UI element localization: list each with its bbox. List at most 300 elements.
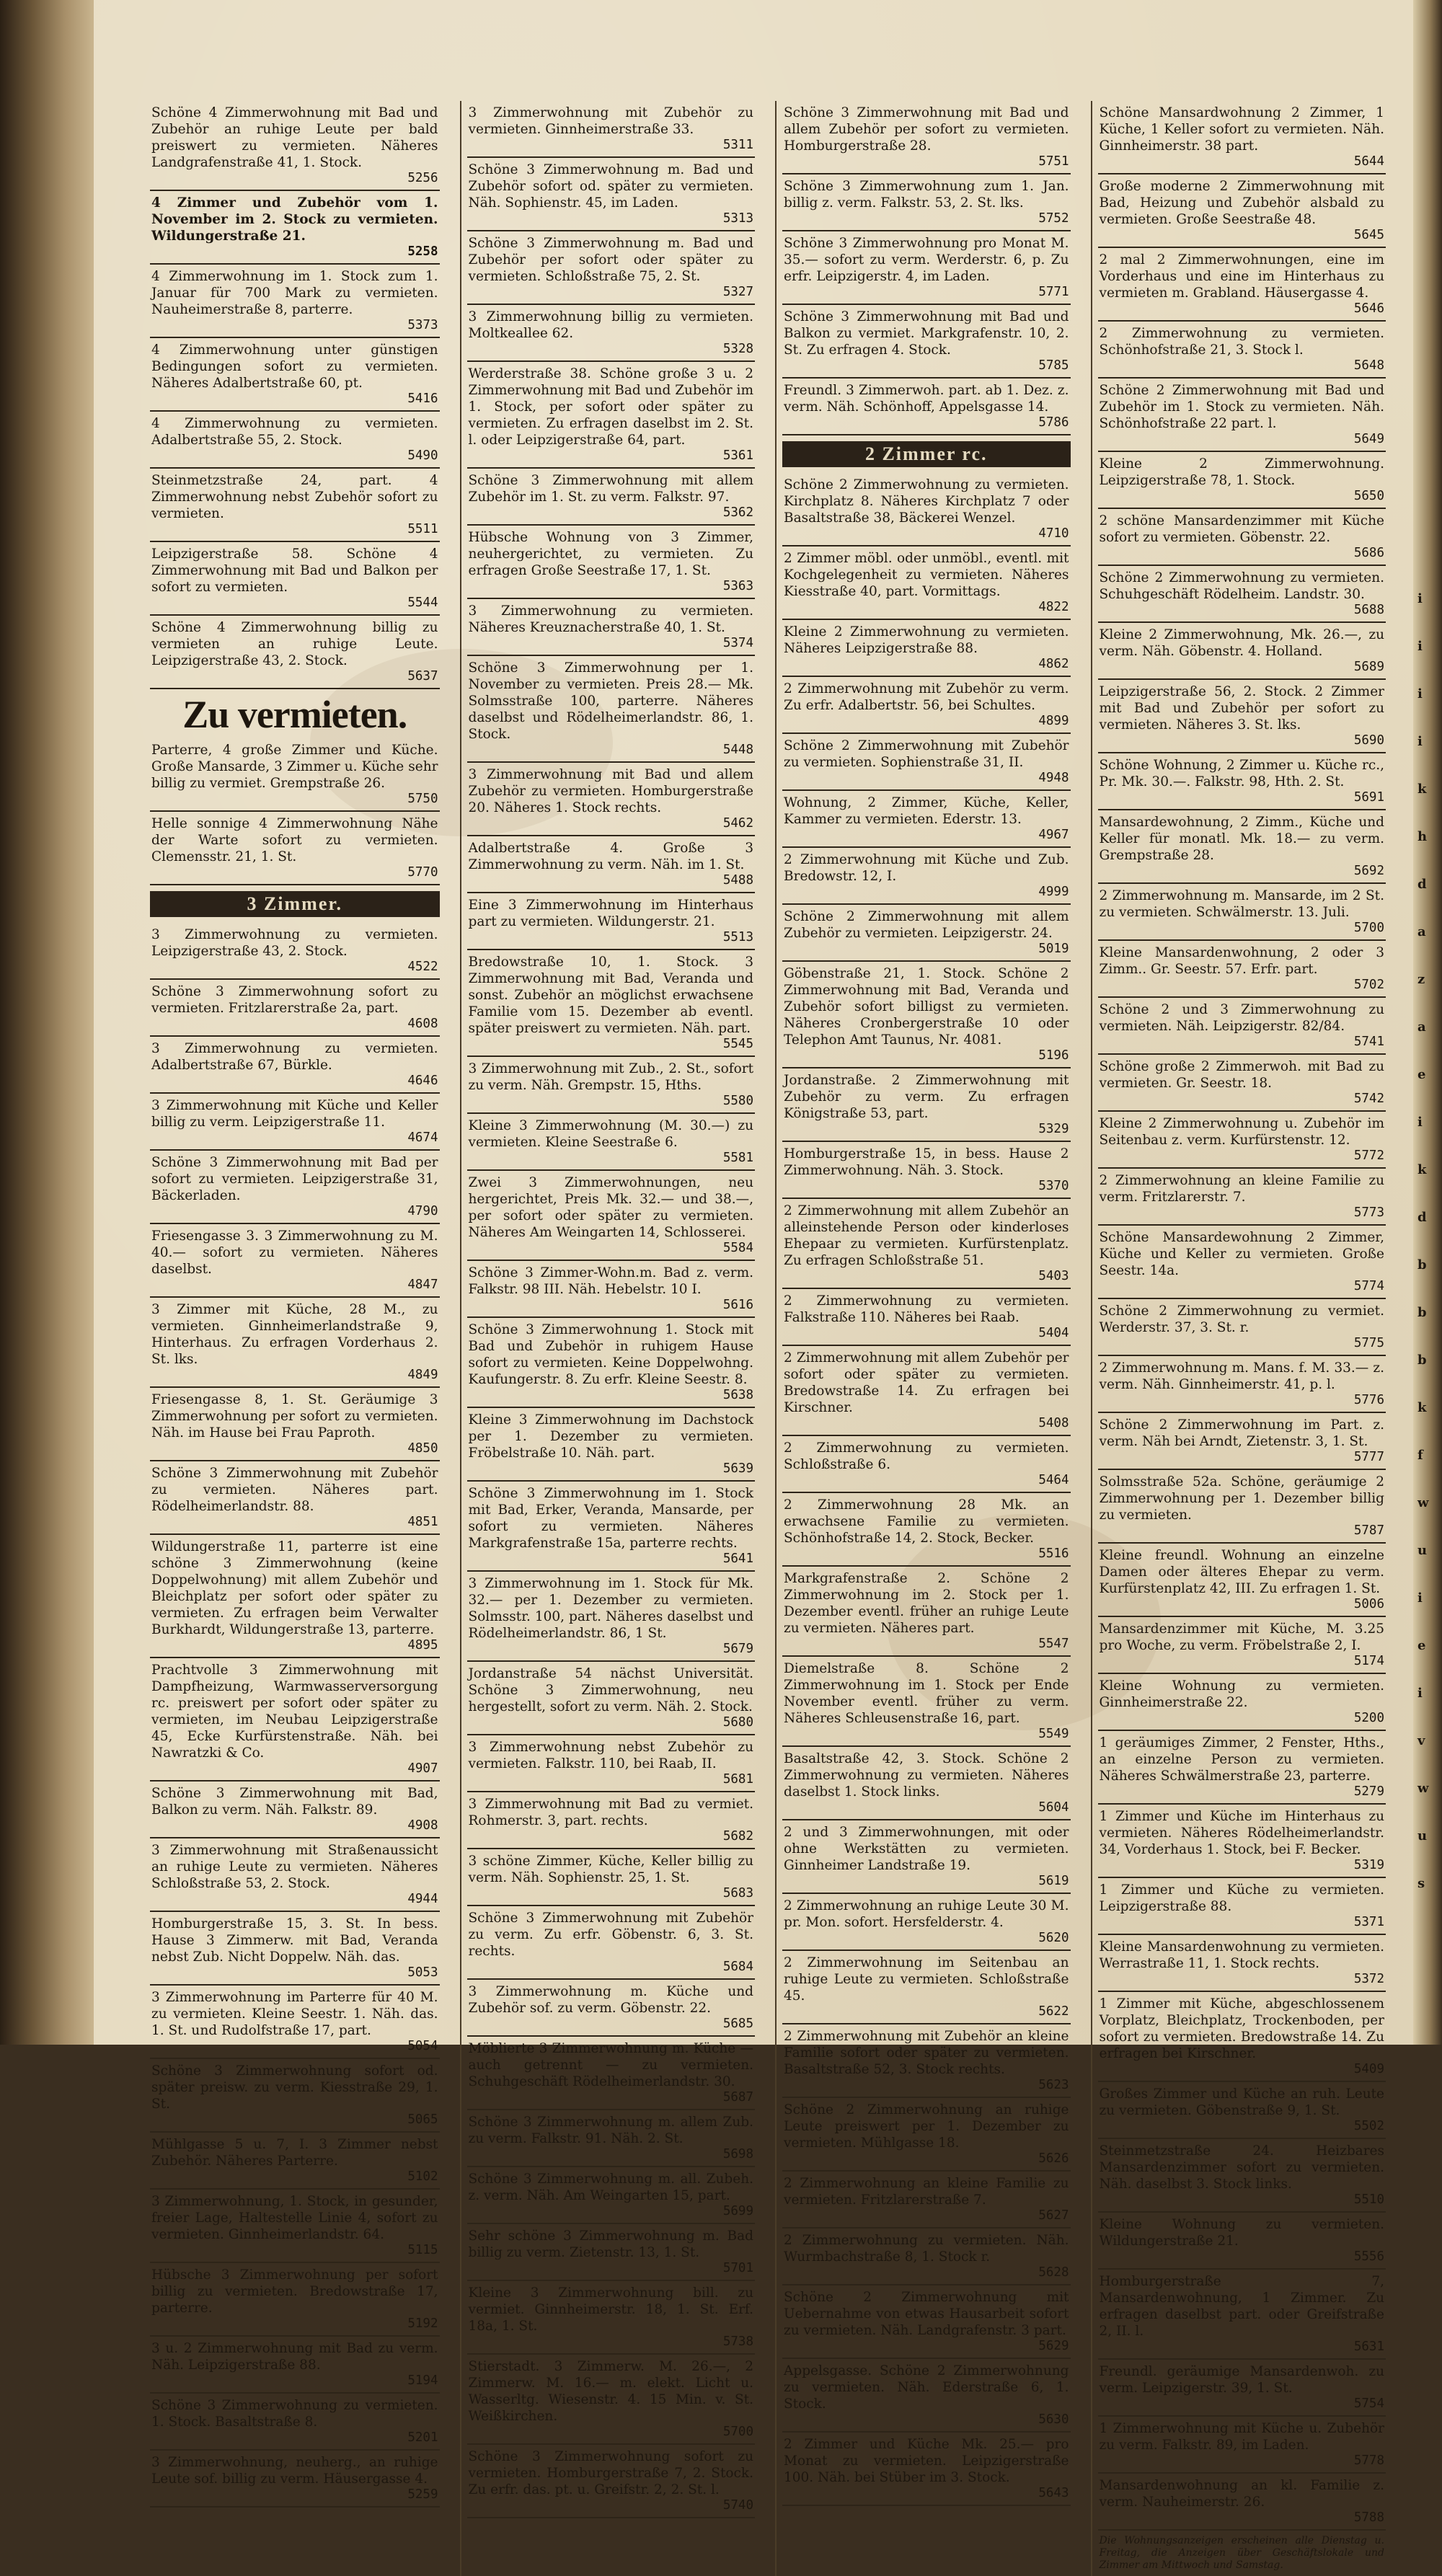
classified-ad (1098, 623, 1386, 680)
classified-ad (150, 2337, 440, 2394)
classified-ad (150, 2133, 440, 2190)
classified-ad (467, 1114, 756, 1171)
ad-text: Schöne 3 Zimmer-Wohn.m. Bad z. verm. Falkstr. 98 III. Näh. Hebelstr. 10 I. (468, 1265, 753, 1297)
ad-text: Homburgerstraße 15, in bess. Hause 2 Zimmerwohnung. Näh. 3. Stock. (784, 1146, 1069, 1178)
ad-number: 5006 (1353, 1597, 1384, 1611)
ad-text: Wildungerstraße 11, parterre ist eine schöne 3 Zimmerwohnung (keine Doppelwohnung) mit allem Zubehör und Bleichplatz per sofort oder später zu vermieten. Zu erfragen beim Verwalter Burkhardt, Wildungerstraße 13, parterre. (151, 1539, 438, 1637)
ad-number: 4999 (1038, 885, 1069, 899)
ad-number: 5638 (722, 1388, 753, 1402)
ad-number: 5616 (722, 1298, 753, 1312)
ad-number: 5019 (1038, 942, 1069, 956)
ad-text: Bredowstraße 10, 1. Stock. 3 Zimmerwohnung mit Bad, Veranda und sonst. Zubehör an möglichst erwachsene Familie vom 15. Dezember ab eventl. später preiswert zu vermieten. Näh. part. (468, 955, 753, 1036)
ad-number: 5502 (1353, 2119, 1384, 2133)
ad-number: 5770 (407, 865, 438, 880)
classified-ad (1098, 941, 1386, 998)
ad-number: 5774 (1353, 1279, 1384, 1293)
classified-ad (467, 1482, 756, 1572)
ad-text: Kleine Wohnung zu vermieten. Wildungerstraße 21. (1099, 2217, 1384, 2249)
classified-ad (150, 1838, 440, 1912)
ad-number: 5408 (1038, 1416, 1069, 1430)
classified-ad (467, 1408, 756, 1482)
ad-text: Schöne 3 Zimmerwohnung im 1. Stock mit Bad, Erker, Veranda, Mansarde, per sofort zu vermieten. Näheres Markgrafenstraße 15a, parterre rechts. (468, 1486, 753, 1551)
ad-text: Schöne 2 Zimmerwohnung im Part. z. verm. Näh bei Arndt, Zietenstr. 3, 1. St. (1099, 1417, 1384, 1449)
ad-number: 5775 (1353, 1336, 1384, 1350)
ad-number: 5772 (1353, 1148, 1384, 1163)
ad-number: 4822 (1038, 600, 1069, 614)
ad-number: 5403 (1038, 1269, 1069, 1283)
ad-number: 5192 (407, 2316, 438, 2331)
classified-ad (150, 265, 440, 338)
classified-ad (782, 962, 1071, 1068)
ad-number: 4944 (407, 1892, 438, 1906)
ad-text: 3 Zimmerwohnung mit Bad zu vermiet. Rohmerstr. 3, part. rechts. (468, 1797, 753, 1828)
ad-text: Großes Zimmer und Küche an ruh. Leute zu vermieten. Göbenstraße 9, 1. St. (1099, 2086, 1384, 2118)
ad-text: 2 schöne Mansardenzimmer mit Küche sofort zu vermieten. Göbenstr. 22. (1099, 513, 1384, 545)
classified-ad (467, 231, 756, 305)
ad-text: Schöne 2 Zimmerwohnung zu vermieten. Kirchplatz 8. Näheres Kirchplatz 7 oder Basaltstraße 38, Bäckerei Wenzel. (784, 477, 1069, 526)
ad-number: 5698 (722, 2147, 753, 2161)
fragment-glyph: k (1417, 1400, 1427, 1415)
ad-text: Schöne 3 Zimmerwohnung zum 1. Jan. billig z. verm. Falkstr. 53, 2. St. lks. (784, 179, 1069, 211)
ad-text: Adalbertstraße 4. Große 3 Zimmerwohnung zu verm. Näh. im 1. St. (468, 841, 753, 872)
classified-ad (782, 1436, 1071, 1493)
ad-number: 4895 (407, 1638, 438, 1652)
classified-ad (1098, 1470, 1386, 1544)
ad-number: 5416 (407, 391, 438, 406)
classified-ad (150, 1781, 440, 1838)
ad-text: 1 geräumiges Zimmer, 2 Fenster, Hths., an einzelne Person zu vermieten. Näheres Schwälmerstraße 23, parterre. (1099, 1735, 1384, 1784)
ad-number: 5786 (1038, 415, 1069, 430)
ad-number: 5545 (722, 1037, 753, 1051)
classified-ad (782, 1493, 1071, 1567)
classified-ad (150, 412, 440, 469)
ad-number: 5700 (722, 2425, 753, 2439)
fragment-glyph: a (1417, 1019, 1426, 1035)
ad-number: 5788 (1353, 2510, 1384, 2525)
ad-number: 4908 (407, 1818, 438, 1833)
ad-number: 5584 (722, 1241, 753, 1255)
ad-text: 4 Zimmerwohnung zu vermieten. Adalbertstraße 55, 2. Stock. (151, 416, 438, 448)
ad-text: Homburgerstraße 7, Mansardenwohnung, 1 Zimmer. Zu erfragen daselbst part. oder Greifstraße 2, II. l. (1099, 2274, 1384, 2339)
ad-text: Schöne 2 und 3 Zimmerwohnung zu vermieten. Näh. Leipzigerstr. 82/84. (1099, 1002, 1384, 1034)
classified-ad (467, 893, 756, 950)
ad-number: 5752 (1038, 211, 1069, 226)
ad-text: Schöne Mansardwohnung 2 Zimmer, 1 Küche, 1 Keller sofort zu vermieten. Näh. Ginnheimerstr. 38 part. (1099, 105, 1384, 154)
ad-number: 5329 (1038, 1122, 1069, 1136)
ad-number: 4646 (407, 1074, 438, 1088)
ad-text: 3 Zimmerwohnung mit Küche und Keller billig zu verm. Leipzigerstraße 11. (151, 1098, 438, 1130)
classified-ad (467, 2167, 756, 2224)
classified-ad (150, 1388, 440, 1461)
ad-text: Mansardenzimmer mit Küche, M. 3.25 pro Woche, zu verm. Fröbelstraße 2, I. (1099, 1621, 1384, 1653)
classified-ad (1098, 810, 1386, 884)
classified-ad (782, 1346, 1071, 1436)
ad-number: 5373 (407, 318, 438, 332)
classified-ad (1098, 379, 1386, 452)
ad-text: Schöne 2 Zimmerwohnung mit Zubehör zu vermieten. Sophienstraße 31, II. (784, 738, 1069, 770)
ad-text: Hübsche Wohnung von 3 Zimmer, neuhergerichtet, zu vermieten. Zu erfragen Große Seestraße 17, 1. St. (468, 530, 753, 578)
ad-text: Prachtvolle 3 Zimmerwohnung mit Dampfheizung, Warmwasserversorgung rc. preiswert per sofort oder später zu vermieten, im Neubau Leipzigerstraße 45, Ecke Kurfürstenstraße. Näh. bei Nawratzki & Co. (151, 1663, 438, 1761)
ad-number: 5053 (407, 1965, 438, 1980)
ad-number: 4899 (1038, 714, 1069, 728)
section-heading: Zu vermieten. (182, 693, 407, 736)
ad-text: Kleine 2 Zimmerwohnung u. Zubehör im Seitenbau z. verm. Kurfürstenstr. 12. (1099, 1116, 1384, 1148)
fragment-glyph: a (1417, 924, 1426, 939)
classified-ad (782, 379, 1071, 435)
ad-number: 4907 (407, 1761, 438, 1776)
ad-text: Schöne 2 Zimmerwohnung mit allem Zubehör zu vermieten. Leipzigerstr. 24. (784, 909, 1069, 941)
classified-ad (467, 950, 756, 1057)
ad-number: 4608 (407, 1017, 438, 1031)
ad-number: 5556 (1353, 2249, 1384, 2264)
ad-text: 3 Zimmerwohnung mit Zub., 2. St., sofort zu verm. Näh. Grempstr. 15, Hths. (468, 1061, 753, 1093)
ad-text: Große moderne 2 Zimmerwohnung mit Bad, Heizung und Zubehör alsbald zu vermieten. Große Seestraße 48. (1099, 179, 1384, 227)
ad-number: 5689 (1353, 660, 1384, 674)
classified-ad (467, 763, 756, 836)
ad-text: 1 Zimmerwohnung mit Küche u. Zubehör zu verm. Falkstr. 89, im Laden. (1099, 2421, 1384, 2453)
ad-number: 5742 (1353, 1092, 1384, 1106)
ad-text: 3 Zimmerwohnung zu vermieten. Leipzigerstraße 43, 2. Stock. (151, 927, 438, 959)
ad-text: 2 Zimmerwohnung m. Mans. f. M. 33.— z. verm. Näh. Ginnheimerstr. 41, p. l. (1099, 1360, 1384, 1392)
ad-number: 5701 (722, 2261, 753, 2275)
fragment-glyph: f (1417, 1448, 1423, 1463)
ad-text: 2 Zimmerwohnung mit allem Zubehör per sofort oder später zu vermieten. Bredowstraße 14. Zu erfragen bei Kirschner. (784, 1350, 1069, 1415)
ad-number: 4710 (1038, 526, 1069, 541)
classified-ad (467, 101, 756, 158)
ad-text: 3 Zimmerwohnung im Parterre für 40 M. zu vermieten. Kleine Seestr. 1. Näh. das. 1. St. und Rudolfstraße 17, part. (151, 1990, 438, 2038)
classified-ad (1098, 2360, 1386, 2417)
classified-ad (467, 158, 756, 231)
ad-number: 5372 (1353, 1972, 1384, 1986)
ad-text: Kleine 3 Zimmerwohnung im Dachstock per 1. Dezember zu vermieten. Fröbelstraße 10. Näh. part. (468, 1412, 753, 1461)
fragment-glyph: u (1417, 1828, 1428, 1844)
classified-ad (467, 2037, 756, 2110)
ad-text: Appelsgasse. Schöne 2 Zimmerwohnung zu vermieten. Näh. Ederstraße 6, 1. Stock. (784, 2363, 1069, 2412)
classified-ad (150, 1912, 440, 1986)
classified-ad (1098, 753, 1386, 810)
ad-number: 5200 (1353, 1711, 1384, 1725)
ad-text: Steinmetzstraße 24. Heizbares Mansardenzimmer sofort zu vermieten. Näh. daselbst 3. Stock links. (1099, 2143, 1384, 2192)
classified-ad (1098, 1731, 1386, 1805)
classified-ad (782, 1747, 1071, 1820)
ad-text: 3 Zimmerwohnung m. Küche und Zubehör sof. zu verm. Göbenstr. 22. (468, 1984, 753, 2016)
ad-text: Wohnung, 2 Zimmer, Küche, Keller, Kammer zu vermieten. Ederstr. 13. (784, 795, 1069, 827)
ad-text: 2 Zimmerwohnung mit Zubehör zu verm. Zu erfr. Adalbertstr. 56, bei Schultes. (784, 681, 1069, 713)
ad-text: 4 Zimmer und Zubehör vom 1. November im 2. Stock zu vermieten. Wildungerstraße 21. (151, 195, 438, 244)
ad-number: 5645 (1353, 228, 1384, 242)
ad-number: 4849 (407, 1368, 438, 1382)
ad-number: 5065 (407, 2112, 438, 2127)
classified-ad (467, 2355, 756, 2445)
ad-text: 1 Zimmer und Küche im Hinterhaus zu vermieten. Näheres Rödelheimerlandstr. 34, Vorderhaus 1. Stock, bei F. Becker. (1099, 1809, 1384, 1857)
ad-text: 1 Zimmer und Küche zu vermieten. Leipzigerstraße 88. (1099, 1882, 1384, 1914)
ad-number: 5629 (1038, 2339, 1069, 2353)
ad-number: 5363 (722, 579, 753, 593)
classified-ad (782, 2285, 1071, 2359)
classified-ad (467, 1572, 756, 1662)
classified-ad (150, 1986, 440, 2059)
fragment-glyph: s (1417, 1876, 1425, 1891)
ad-number: 5785 (1038, 358, 1069, 373)
classified-ad (1098, 1935, 1386, 1992)
fragment-glyph: e (1417, 1638, 1426, 1653)
ad-number: 5754 (1353, 2396, 1384, 2411)
ad-text: Sehr schöne 3 Zimmerwohnung m. Bad billig zu verm. Zietenstr. 13, 1. St. (468, 2228, 753, 2260)
ad-number: 5682 (722, 1829, 753, 1844)
ad-text: Leipzigerstraße 58. Schöne 4 Zimmerwohnung mit Bad und Balkon per sofort zu vermieten. (151, 546, 438, 595)
classified-ad (467, 1792, 756, 1849)
ad-text: 2 und 3 Zimmerwohnungen, mit oder ohne Werkstätten zu vermieten. Ginnheimer Landstraße 19. (784, 1825, 1069, 1873)
ad-text: Schöne Mansardewohnung 2 Zimmer, Küche und Keller zu vermieten. Große Seestr. 14a. (1099, 1230, 1384, 1278)
ad-text: 3 Zimmerwohnung mit Bad und allem Zubehör zu vermieten. Homburgerstraße 20. Näheres 1. Stock rechts. (468, 767, 753, 815)
classified-ad (782, 1199, 1071, 1289)
ad-text: Diemelstraße 8. Schöne 2 Zimmerwohnung im 1. Stock per Ende November eventl. früher zu verm. Näheres Schleusenstraße 16, part. (784, 1661, 1069, 1726)
ad-text: Schöne 2 Zimmerwohnung zu vermiet. Werderstr. 37, 3. St. r. (1099, 1304, 1384, 1335)
classified-ad (150, 1535, 440, 1658)
ad-number: 5054 (407, 2039, 438, 2053)
ad-text: Kleine 3 Zimmerwohnung (M. 30.—) zu vermieten. Kleine Seestraße 6. (468, 1118, 753, 1150)
fragment-glyph: i (1417, 734, 1423, 749)
ad-text: Schöne 2 Zimmerwohnung mit Uebernahme von etwas Hausarbeit sofort zu vermieten. Näh. Landgrafenstr. 3 part. (784, 2290, 1069, 2338)
ad-text: Kleine 2 Zimmerwohnung zu vermieten. Näheres Leipzigerstraße 88. (784, 624, 1069, 656)
classified-ad (150, 616, 440, 689)
classified-ad (1098, 452, 1386, 509)
ad-text: 2 Zimmerwohnung an kleine Familie zu vermieten. Fritzlarerstraße 7. (784, 2176, 1069, 2208)
fragment-glyph: d (1417, 877, 1427, 892)
ad-number: 5778 (1353, 2453, 1384, 2468)
ad-number: 4790 (407, 1204, 438, 1218)
ad-text: Kleine freundl. Wohnung an einzelne Damen oder älteres Ehepar zu verm. Kurfürstenplatz 42, III. Zu erfragen 1. St. (1099, 1548, 1384, 1596)
ad-text: Kleine 3 Zimmerwohnung bill. zu vermiet. Ginnheimerstr. 18, 1. St. Erf. 18a, 1. St. (468, 2285, 753, 2334)
fragment-glyph: e (1417, 1067, 1426, 1082)
ad-text: Schöne 4 Zimmerwohnung billig zu vermieten an ruhige Leute. Leipzigerstraße 43, 2. Stock. (151, 620, 438, 668)
classified-ad (782, 905, 1071, 962)
ad-number: 5622 (1038, 2004, 1069, 2019)
classified-ad (150, 542, 440, 616)
ad-text: Göbenstraße 21, 1. Stock. Schöne 2 Zimmerwohnung mit Bad, Veranda und Zubehör sofort billigst zu vermieten. Näheres Cronbergerstraße 10 oder Telephon Amt Taunus, Nr. 4081. (784, 966, 1069, 1048)
classified-ad (150, 338, 440, 412)
classified-ad (782, 1894, 1071, 1951)
ad-number: 5327 (722, 285, 753, 299)
ad-text: 3 Zimmerwohnung im 1. Stock für Mk. 32.— per 1. Dezember zu vermieten. Solmsstr. 100, part. Näheres daselbst und Rödelheimerlandstr. 86, 1 St. (468, 1576, 753, 1641)
ad-number: 5685 (722, 2017, 753, 2031)
ad-number: 4862 (1038, 657, 1069, 671)
classified-ad (1098, 680, 1386, 753)
ad-text: Jordanstraße 54 nächst Universität. Schöne 3 Zimmerwohnung, neu hergestellt, sofort zu verm. Näh. 2. Stock. (468, 1666, 753, 1714)
ad-number: 5691 (1353, 790, 1384, 805)
ad-number: 5631 (1353, 2340, 1384, 2354)
ad-number: 4851 (407, 1515, 438, 1529)
classified-ad (150, 812, 440, 885)
ad-number: 5751 (1038, 154, 1069, 169)
ad-text: 2 Zimmerwohnung zu vermieten. Schloßstraße 6. (784, 1440, 1069, 1472)
fragment-glyph: k (1417, 782, 1427, 797)
ad-number: 5686 (1353, 546, 1384, 560)
ad-text: Schöne 3 Zimmerwohnung mit Zubehör zu vermieten. Näheres part. Rödelheimerlandstr. 88. (151, 1466, 438, 1514)
classified-ad (1098, 998, 1386, 1055)
ad-text: Stierstadt. 3 Zimmerw. M. 26.—, 2 Zimmerw. M. 16.— m. elekt. Licht u. Wasserltg. Wiesenstr. 4. 15 Min. v. St. Weißkirchen. (468, 2359, 753, 2424)
ad-number: 5648 (1353, 358, 1384, 373)
column-4 (1091, 101, 1392, 2576)
classified-ad (467, 599, 756, 656)
ad-text: Schöne 3 Zimmerwohnung m. all. Zubeh. z. verm. Näh. Am Weingarten 15, part. (468, 2172, 753, 2203)
classified-ad (150, 101, 440, 191)
ad-number: 5771 (1038, 285, 1069, 299)
classified-ad (467, 305, 756, 362)
ad-number: 5623 (1038, 2078, 1069, 2092)
ad-number: 5462 (722, 816, 753, 831)
ad-number: 5371 (1353, 1915, 1384, 1929)
ad-number: 5488 (722, 873, 753, 888)
classified-ad (467, 1735, 756, 1792)
ad-number: 5464 (1038, 1473, 1069, 1487)
ad-text: Solmsstraße 52a. Schöne, geräumige 2 Zimmerwohnung per 1. Dezember billig zu vermieten. (1099, 1474, 1384, 1523)
ad-text: Zwei 3 Zimmerwohnungen, neu hergerichtet, Preis Mk. 32.— und 38.—, per sofort oder später zu vermieten. Näheres Am Weingarten 14, Schlosserei. (468, 1175, 753, 1240)
ad-number: 5549 (1038, 1727, 1069, 1741)
ad-text: 2 Zimmerwohnung mit allem Zubehör an alleinstehende Person oder kinderloses Ehepaar zu vermieten. Kurfürstenplatz. Zu erfragen Schloßstraße 51. (784, 1203, 1069, 1268)
ad-number: 5687 (722, 2090, 753, 2104)
ad-text: Parterre, 4 große Zimmer und Küche. Große Mansarde, 3 Zimmer u. Küche sehr billig zu vermiet. Grempstraße 26. (151, 743, 438, 791)
classified-ad (1098, 1617, 1386, 1674)
ad-number: 5510 (1353, 2192, 1384, 2207)
ad-number: 4522 (407, 960, 438, 974)
classified-ad (1098, 174, 1386, 248)
ad-number: 5777 (1353, 1450, 1384, 1464)
ad-number: 5688 (1353, 603, 1384, 617)
ad-number: 5313 (722, 211, 753, 226)
classified-ad (467, 362, 756, 469)
ad-text: Werderstraße 38. Schöne große 3 u. 2 Zimmerwohnung mit Bad und Zubehör im 1. Stock, per sofort oder später zu vermieten. Zu erfragen daselbst im 2. St. l. oder Leipzigerstraße 64, part. (468, 366, 753, 448)
classified-ad (150, 1298, 440, 1388)
classified-ad (150, 2190, 440, 2263)
ad-number: 5692 (1353, 864, 1384, 878)
classified-ad (1098, 2139, 1386, 2213)
classified-ad (1098, 322, 1386, 379)
classified-ad (782, 473, 1071, 546)
ad-number: 5580 (722, 1094, 753, 1108)
ad-number: 4967 (1038, 828, 1069, 842)
classified-ad (1098, 2417, 1386, 2474)
ad-text: 2 Zimmer möbl. oder unmöbl., eventl. mit Kochgelegenheit zu vermieten. Näheres Kiesstraße 40, part. Vormittags. (784, 551, 1069, 599)
classified-ad (782, 546, 1071, 620)
classified-ad (782, 101, 1071, 174)
classified-ad (782, 2433, 1071, 2506)
ad-number: 5581 (722, 1151, 753, 1165)
ad-number: 5374 (722, 636, 753, 650)
ad-text: Schöne 3 Zimmerwohnung per 1. November zu vermieten. Preis 28.— Mk. Solmsstraße 100, parterre. Näheres daselbst und Rödelheimerlandstr. 86, 1. Stock. (468, 660, 753, 742)
ad-text: Freundl. geräumige Mansardenwoh. zu verm. Leipzigerstr. 39, 1. St. (1099, 2364, 1384, 2396)
classified-ad (1098, 248, 1386, 322)
classified-ad (150, 1461, 440, 1535)
classified-ad (150, 2059, 440, 2133)
ad-number: 5513 (722, 930, 753, 944)
fragment-glyph: h (1417, 829, 1428, 844)
classified-ad (782, 1068, 1071, 1142)
ad-number: 5679 (722, 1642, 753, 1656)
ad-text: Schöne 3 Zimmerwohnung mit allem Zubehör im 1. St. zu verm. Falkstr. 97. (468, 473, 753, 505)
classified-ad (467, 2445, 756, 2518)
ad-text: Schöne Wohnung, 2 Zimmer u. Küche rc., Pr. Mk. 30.—. Falkstr. 98, Hth. 2. St. (1099, 758, 1384, 789)
fragment-glyph: u (1417, 1543, 1428, 1558)
classified-ad (1098, 1226, 1386, 1299)
ad-number: 4847 (407, 1278, 438, 1292)
classified-ad (467, 1261, 756, 1318)
ad-text: 2 Zimmerwohnung 28 Mk. an erwachsene Familie zu vermieten. Schönhofstraße 14, 2. Stock, Becker. (784, 1497, 1069, 1546)
classified-ad (782, 1142, 1071, 1199)
ad-number: 5511 (407, 522, 438, 536)
fragment-glyph: d (1417, 1210, 1427, 1225)
fragment-glyph: i (1417, 1115, 1423, 1130)
fragment-glyph: b (1417, 1257, 1427, 1272)
classified-ad (467, 2281, 756, 2355)
fragment-glyph: i (1417, 639, 1423, 654)
ad-text: Basaltstraße 42, 3. Stock. Schöne 2 Zimmerwohnung zu vermieten. Näheres daselbst 1. Stock links. (784, 1751, 1069, 1800)
ad-number: 5649 (1353, 432, 1384, 446)
classified-ad (467, 526, 756, 599)
ad-text: Schöne 3 Zimmerwohnung mit Bad und allem Zubehör per sofort zu vermieten. Homburgerstraße 28. (784, 105, 1069, 154)
ad-text: Schöne 2 Zimmerwohnung zu vermieten. Schuhgeschäft Rödelheim. Landstr. 30. (1099, 570, 1384, 602)
ad-number: 5196 (1038, 1048, 1069, 1063)
fragment-glyph: z (1417, 972, 1425, 987)
classified-ad (467, 1318, 756, 1408)
ad-text: Friesengasse 3. 3 Zimmerwohnung zu M. 40.— sofort zu vermieten. Näheres daselbst. (151, 1229, 438, 1277)
ad-number: 5102 (407, 2169, 438, 2184)
ad-number: 5637 (407, 669, 438, 683)
ad-number: 5738 (722, 2334, 753, 2349)
ad-text: 3 Zimmer mit Küche, 28 M., zu vermieten. Ginnheimerlandstraße 9, Hinterhaus. Zu erfragen Vorderhaus 2. St. lks. (151, 1302, 438, 1367)
ad-text: Schöne 3 Zimmerwohnung zu vermieten. 1. Stock. Basaltstraße 8. (151, 2398, 438, 2430)
ad-text: Schöne 3 Zimmerwohnung sofort od. später preisw. zu verm. Kiesstraße 29, 1. St. (151, 2063, 438, 2112)
ad-text: 1 Zimmer mit Küche, abgeschlossenem Vorplatz, Bleichplatz, Trockenboden, per sofort zu vermieten. Bredowstraße 14. Zu erfragen bei Kirschner. (1099, 1996, 1384, 2061)
ad-text: Steinmetzstraße 24, part. 4 Zimmerwohnung nebst Zubehör sofort zu vermieten. (151, 473, 438, 521)
ad-number: 5194 (407, 2373, 438, 2388)
classified-ad (782, 174, 1071, 231)
classified-ad (150, 2394, 440, 2451)
column-1 (144, 101, 446, 2576)
book-spine-edge (0, 0, 94, 2045)
ad-number: 5370 (1038, 1179, 1069, 1193)
ad-number: 5646 (1353, 301, 1384, 316)
ad-number: 5684 (722, 1960, 753, 1974)
classified-ad (782, 1657, 1071, 1747)
ad-text: Schöne 3 Zimmerwohnung mit Bad, Balkon zu verm. Näh. Falkstr. 89. (151, 1786, 438, 1818)
ad-text: 2 Zimmerwohnung mit Zubehör an kleine Familie sofort oder später zu vermieten. Basaltstraße 52, 3. Stock rechts. (784, 2029, 1069, 2077)
ad-text: Schöne 3 Zimmerwohnung mit Bad und Balkon zu vermiet. Markgrafenstr. 10, 2. St. Zu erfragen 4. Stock. (784, 309, 1069, 358)
fragment-glyph: i (1417, 1686, 1423, 1701)
ad-number: 5741 (1353, 1035, 1384, 1049)
ad-text: 2 Zimmerwohnung an ruhige Leute 30 M. pr. Mon. sofort. Hersfelderstr. 4. (784, 1898, 1069, 1930)
ad-number: 4850 (407, 1441, 438, 1456)
ad-number: 5740 (722, 2498, 753, 2513)
classified-ad (1098, 1055, 1386, 1112)
classified-ad (467, 1662, 756, 1735)
ad-number: 5544 (407, 596, 438, 610)
ad-text: Homburgerstraße 15, 3. St. In bess. Hause 3 Zimmerw. mit Bad, Veranda nebst Zub. Nicht Doppelw. Näh. das. (151, 1916, 438, 1965)
classified-ad (1098, 1544, 1386, 1617)
ad-text: Hübsche 3 Zimmerwohnung per sofort billig zu vermieten. Bredowstraße 17, parterre. (151, 2267, 438, 2316)
fragment-glyph: b (1417, 1353, 1427, 1368)
ad-text: 3 Zimmerwohnung mit Straßenaussicht an ruhige Leute zu vermieten. Näheres Schloßstraße 53, 2. Stock. (151, 1843, 438, 1891)
classified-ad (150, 980, 440, 1037)
classified-ad (150, 923, 440, 980)
classified-ad (1098, 1805, 1386, 1878)
publication-note: Die Wohnungsanzeigen erscheinen alle Dienstag u. Freitag, die Anzeigen über Geschäftslokale und Zimmer am Mittwoch und Samstag. (1099, 2535, 1384, 2571)
ad-number: 5620 (1038, 1931, 1069, 1945)
ad-text: Leipzigerstraße 56, 2. Stock. 2 Zimmer mit Bad und Zubehör per sofort zu vermieten. Näheres 3. St. lks. (1099, 684, 1384, 732)
ad-text: 2 Zimmerwohnung zu vermieten. Falkstraße 110. Näheres bei Raab. (784, 1293, 1069, 1325)
ad-text: 2 Zimmerwohnung zu vermieten. Schönhofstraße 21, 3. Stock l. (1099, 326, 1384, 358)
classified-ad (150, 469, 440, 542)
